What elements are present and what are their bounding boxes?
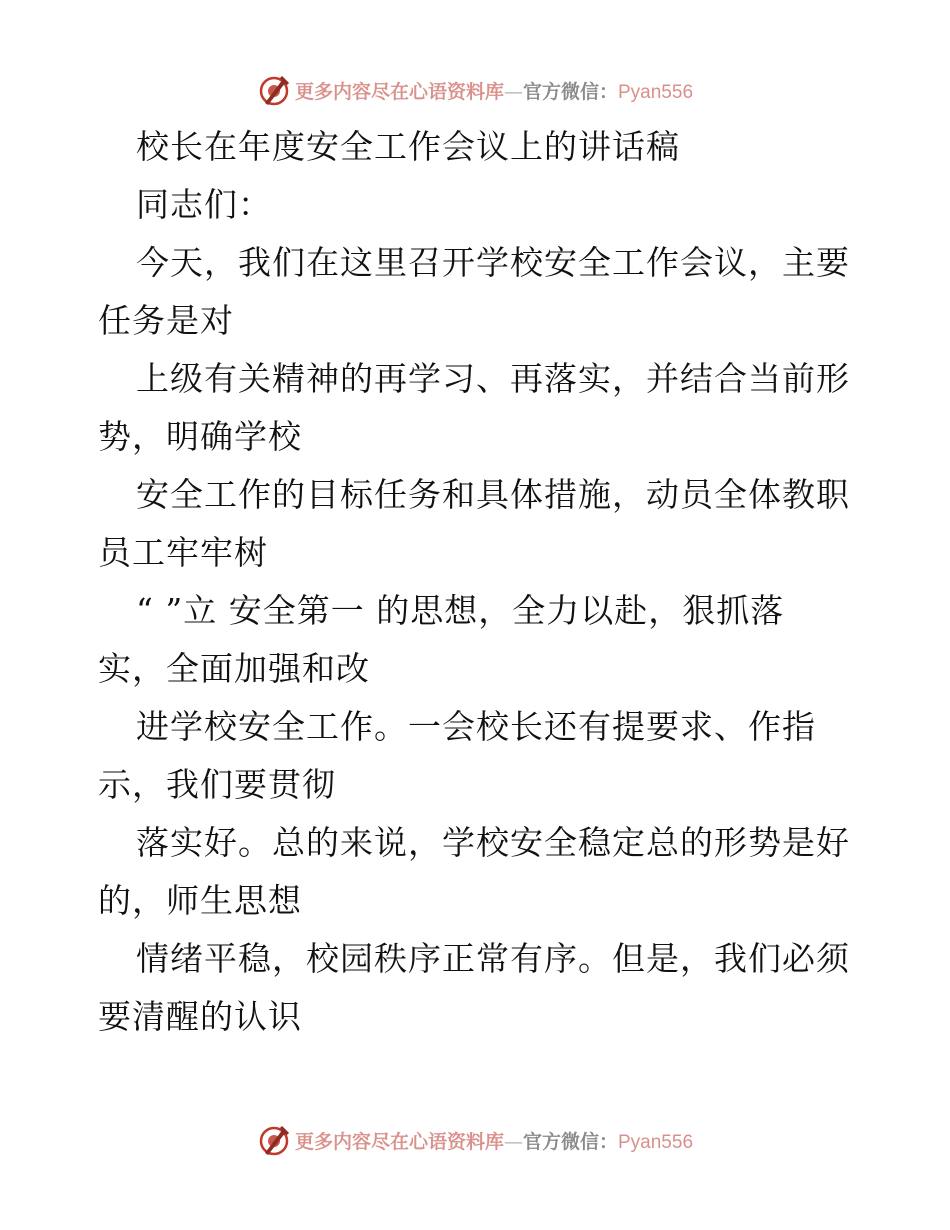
document-salutation: 同志们： — [136, 185, 272, 224]
paragraph-line: 安全工作的目标任务和具体措施，动员全体教职 — [136, 475, 850, 514]
footer-banner-wechat-label: 官方微信： — [522, 1130, 618, 1153]
header-banner-wechat-id: Pyan556 — [618, 81, 694, 103]
paragraph-line: 示，我们要贯彻 — [98, 765, 336, 804]
paragraph-line: 的，师生思想 — [98, 881, 302, 920]
footer-banner-wechat-id: Pyan556 — [618, 1131, 694, 1153]
paragraph-line: 势，明确学校 — [98, 417, 302, 456]
footer-banner-separator: — — [503, 1130, 523, 1153]
header-banner-main: 更多内容尽在心语资料库 — [294, 80, 504, 103]
header-watermark-banner — [0, 70, 950, 110]
paragraph-line: 今天，我们在这里召开学校安全工作会议，主要 — [136, 243, 850, 282]
paragraph-line: 落实好。总的来说，学校安全稳定总的形势是好 — [136, 823, 850, 862]
paragraph-line: 要清醒的认识 — [98, 997, 302, 1036]
header-banner-wechat-label: 官方微信： — [522, 80, 618, 103]
document-title: 校长在年度安全工作会议上的讲话稿 — [136, 127, 680, 166]
document-body — [98, 118, 858, 1046]
paragraph-line: 员工牢牢树 — [98, 533, 268, 572]
paragraph-line: 情绪平稳，校园秩序正常有序。但是，我们必须 — [136, 939, 850, 978]
footer-watermark-banner — [0, 1120, 950, 1160]
paragraph-line: 上级有关精神的再学习、再落实，并结合当前形 — [136, 359, 850, 398]
header-banner-text — [295, 77, 693, 104]
paragraph-line: 实，全面加强和改 — [98, 649, 370, 688]
header-banner-separator: — — [503, 80, 523, 103]
paragraph-line: 任务是对 — [98, 301, 234, 340]
paragraph-line: “ ”立 安全第一 的思想，全力以赴，狠抓落 — [136, 591, 785, 630]
brand-logo-icon — [257, 73, 291, 107]
paragraph-line: 进学校安全工作。一会校长还有提要求、作指 — [136, 707, 816, 746]
footer-banner-text — [295, 1127, 693, 1154]
footer-banner-main: 更多内容尽在心语资料库 — [294, 1130, 504, 1153]
brand-logo-icon — [257, 1123, 291, 1157]
